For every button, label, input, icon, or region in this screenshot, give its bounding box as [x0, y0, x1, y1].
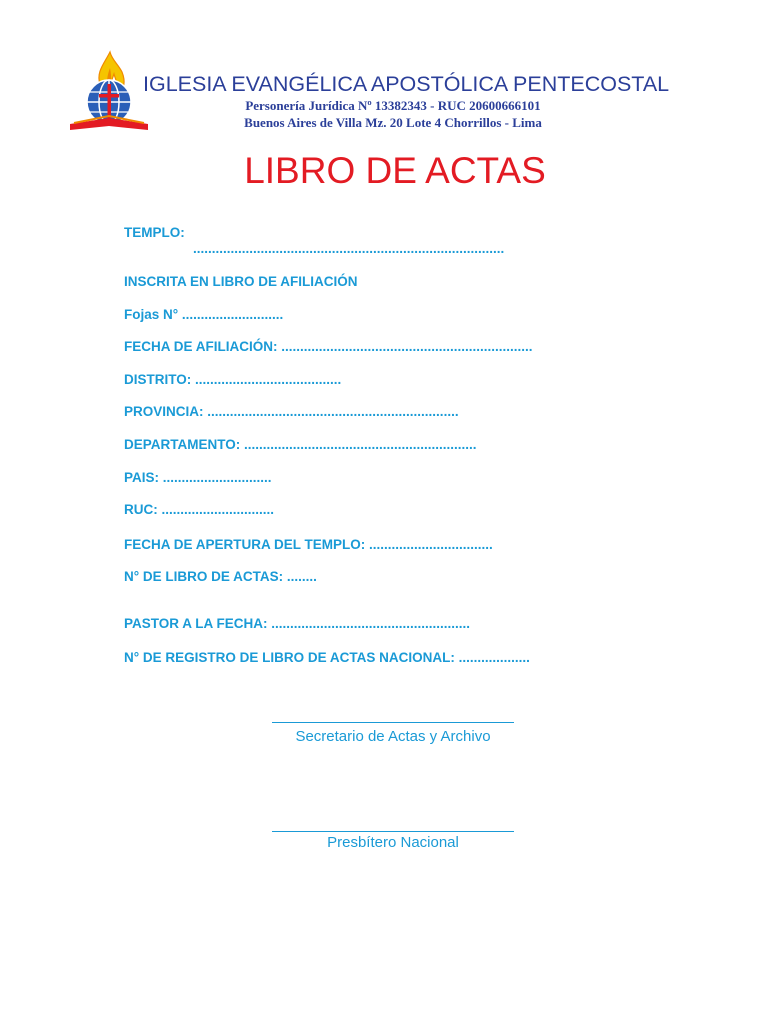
field-registro-nacional	[124, 650, 530, 665]
field-label: N° DE LIBRO DE ACTAS:	[124, 569, 284, 584]
field-label: PASTOR A LA FECHA:	[124, 616, 268, 631]
field-fill-line: ...........................	[178, 307, 284, 322]
signature-line-secretario	[272, 722, 514, 723]
field-fill-line: .............................	[159, 470, 272, 485]
field-fill-line: .......................................	[191, 372, 342, 387]
field-fecha-apertura	[124, 537, 493, 552]
field-fojas	[124, 307, 283, 322]
field-fill-line: ...................	[454, 650, 530, 665]
church-name: IGLESIA EVANGÉLICA APOSTÓLICA PENTECOSTAL	[143, 72, 670, 96]
field-label: PROVINCIA:	[124, 404, 204, 419]
address-line: Buenos Aires de Villa Mz. 20 Lote 4 Chorrillos - Lima	[244, 115, 542, 130]
field-fill-line: ..............................	[157, 502, 275, 517]
field-fill-line: .................................	[365, 537, 493, 552]
field-label: RUC:	[124, 502, 158, 517]
signature-line-presbitero	[272, 831, 514, 832]
field-label: FECHA DE AFILIACIÓN:	[124, 339, 278, 354]
field-label: DEPARTAMENTO:	[124, 437, 241, 452]
field-distrito	[124, 372, 341, 387]
field-fecha-afiliacion	[124, 339, 533, 354]
field-ruc	[124, 502, 274, 517]
field-numero-libro-actas	[124, 569, 317, 584]
signature-label-presbitero: Presbítero Nacional	[327, 834, 459, 851]
field-label: FECHA DE APERTURA DEL TEMPLO:	[124, 537, 366, 552]
field-provincia	[124, 404, 459, 419]
field-label: DISTRITO:	[124, 372, 192, 387]
field-fill-line: ........	[283, 569, 317, 584]
field-pastor-fecha	[124, 616, 470, 631]
field-inscrita-afiliacion	[124, 274, 358, 289]
field-label: N° DE REGISTRO DE LIBRO DE ACTAS NACIONAL:	[124, 650, 455, 665]
field-label: INSCRITA EN LIBRO DE AFILIACIÓN	[124, 274, 358, 289]
document-title: LIBRO DE ACTAS	[244, 150, 546, 191]
legal-registration-line: Personería Jurídica Nº 13382343 - RUC 20600666101	[245, 98, 541, 113]
field-fill-line: .....................................................	[267, 616, 471, 631]
field-fill-line: ..............................................................	[240, 437, 477, 452]
templo-fill-line: ...................................................................................	[193, 241, 505, 256]
signature-label-secretario: Secretario de Actas y Archivo	[295, 728, 491, 745]
field-departamento	[124, 437, 477, 452]
field-templo	[124, 225, 185, 240]
field-label: TEMPLO:	[124, 225, 185, 240]
field-fill-line: ...................................................................	[203, 404, 459, 419]
field-label: Fojas N°	[124, 307, 179, 322]
field-fill-line: ...................................................................	[277, 339, 533, 354]
field-pais	[124, 470, 272, 485]
field-label: PAIS:	[124, 470, 160, 485]
